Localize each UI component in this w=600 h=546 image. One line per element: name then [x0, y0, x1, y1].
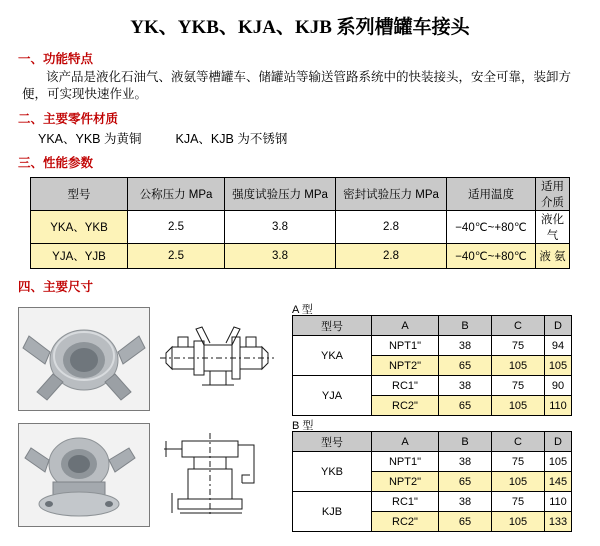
dim-b-cell-c: 75 [492, 452, 545, 472]
material-right-text: KJA、KJB 为不锈钢 [175, 132, 288, 146]
table-header-row [293, 432, 572, 452]
dim-a-cell-c: 105 [492, 356, 545, 376]
spec-cell-nominal-pressure: 2.5 [128, 244, 225, 269]
dim-b-cell-a: RC1" [372, 492, 439, 512]
coupling-drawing-a [158, 307, 276, 409]
dim-b-cell-a: NPT1" [372, 452, 439, 472]
table-row [293, 452, 572, 472]
dim-b-cell-d: 110 [545, 492, 572, 512]
spec-cell-temperature: −40℃~+80℃ [447, 244, 536, 269]
page-title: YK、YKB、KJA、KJB 系列槽罐车接头 [130, 17, 470, 38]
performance-table [30, 177, 570, 269]
section-features-text: 该产品是液化石油气、液氨等槽罐车、储罐站等输送管路系统中的快装接头，安全可靠，装卸方便，可实现快速作业。 [22, 70, 572, 101]
table-row [31, 244, 570, 269]
dim-a-cell-c: 75 [492, 336, 545, 356]
dim-a-cell-b: 38 [439, 336, 492, 356]
dim-b-header-c: C [492, 432, 545, 452]
spec-header-nominal-pressure: 公称压力 MPa [128, 178, 225, 211]
table-row [293, 336, 572, 356]
spec-cell-medium: 液化气 [536, 211, 570, 244]
dim-b-cell-c: 75 [492, 492, 545, 512]
dim-b-cell-b: 65 [439, 512, 492, 532]
dim-b-header-b: B [439, 432, 492, 452]
dim-b-header-a: A [372, 432, 439, 452]
coupling-drawing-b [158, 423, 276, 525]
table-row [293, 492, 572, 512]
coupling-photo-a [18, 307, 150, 411]
dim-a-cell-d: 105 [545, 356, 572, 376]
dim-b-cell-b: 38 [439, 492, 492, 512]
dim-a-header-a: A [372, 316, 439, 336]
table-header-row [31, 178, 570, 211]
section-material-heading: 二、主要零件材质 [18, 112, 119, 126]
dim-a-header-model: 型号 [293, 316, 372, 336]
spec-cell-model: YJA、YJB [31, 244, 128, 269]
dim-a-cell-b: 65 [439, 356, 492, 376]
type-a-label: A 型 [292, 304, 313, 316]
dim-a-cell-a: NPT2" [372, 356, 439, 376]
dim-a-cell-a: NPT1" [372, 336, 439, 356]
section-features-heading: 一、功能特点 [18, 52, 94, 66]
dim-a-cell-model: YKA [293, 336, 372, 376]
dim-a-header-b: B [439, 316, 492, 336]
table-header-row [293, 316, 572, 336]
dim-b-cell-a: RC2" [372, 512, 439, 532]
table-row [31, 211, 570, 244]
spec-cell-temperature: −40℃~+80℃ [447, 211, 536, 244]
spec-cell-model: YKA、YKB [31, 211, 128, 244]
type-b-label: B 型 [292, 420, 314, 432]
dim-a-cell-a: RC1" [372, 376, 439, 396]
dim-a-cell-b: 38 [439, 376, 492, 396]
spec-cell-medium: 液 氨 [536, 244, 570, 269]
section-dimension-heading: 四、主要尺寸 [18, 280, 94, 294]
spec-header-medium: 适用介质 [536, 178, 570, 211]
spec-header-seal-pressure: 密封试验压力 MPa [336, 178, 447, 211]
dim-a-cell-model: YJA [293, 376, 372, 416]
dim-a-header-d: D [545, 316, 572, 336]
spec-header-temperature: 适用温度 [447, 178, 536, 211]
dim-b-cell-c: 105 [492, 512, 545, 532]
dim-a-cell-d: 110 [545, 396, 572, 416]
spec-cell-nominal-pressure: 2.5 [128, 211, 225, 244]
dim-b-cell-d: 105 [545, 452, 572, 472]
dim-a-cell-d: 94 [545, 336, 572, 356]
coupling-photo-b [18, 423, 150, 527]
material-left-text: YKA、YKB 为黄铜 [38, 132, 142, 146]
dim-b-cell-d: 145 [545, 472, 572, 492]
type-b-dimension-table [292, 431, 572, 532]
dim-b-header-model: 型号 [293, 432, 372, 452]
type-a-dimension-table [292, 315, 572, 416]
spec-cell-seal-pressure: 2.8 [336, 244, 447, 269]
type-b-table-wrap [292, 431, 572, 532]
table-row [293, 376, 572, 396]
dim-a-cell-a: RC2" [372, 396, 439, 416]
spec-cell-seal-pressure: 2.8 [336, 211, 447, 244]
section-performance-heading: 三、性能参数 [18, 156, 94, 170]
dim-a-cell-c: 75 [492, 376, 545, 396]
spec-header-model: 型号 [31, 178, 128, 211]
dim-b-cell-b: 65 [439, 472, 492, 492]
spec-cell-strength-pressure: 3.8 [225, 211, 336, 244]
dim-a-cell-d: 90 [545, 376, 572, 396]
dim-b-cell-c: 105 [492, 472, 545, 492]
dim-b-cell-a: NPT2" [372, 472, 439, 492]
dimension-area [0, 301, 600, 546]
dim-b-cell-model: KJB [293, 492, 372, 532]
spec-cell-strength-pressure: 3.8 [225, 244, 336, 269]
dim-a-cell-b: 65 [439, 396, 492, 416]
dim-a-header-c: C [492, 316, 545, 336]
dim-b-cell-model: YKB [293, 452, 372, 492]
dim-b-header-d: D [545, 432, 572, 452]
material-line [0, 127, 600, 147]
dim-b-cell-d: 133 [545, 512, 572, 532]
dim-b-cell-b: 38 [439, 452, 492, 472]
spec-header-strength-pressure: 强度试验压力 MPa [225, 178, 336, 211]
dim-a-cell-c: 105 [492, 396, 545, 416]
type-a-table-wrap [292, 315, 572, 416]
